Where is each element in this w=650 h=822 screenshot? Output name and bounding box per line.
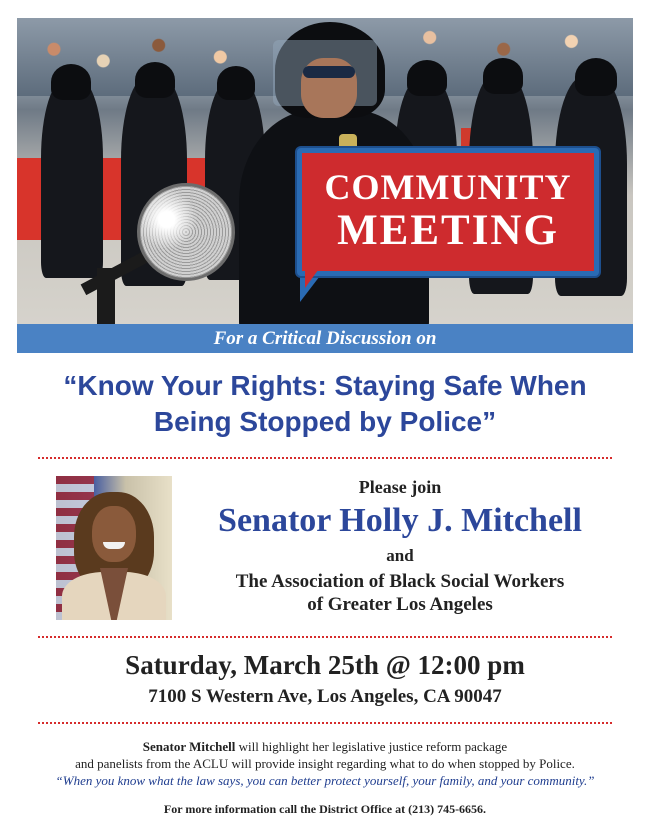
officer-helmet — [51, 64, 91, 100]
and-text: and — [386, 546, 414, 565]
description-rest: will highlight her legislative justice reform package — [235, 739, 508, 754]
divider — [38, 722, 612, 724]
contact-info: For more information call the District Office at (213) 745-6656. — [163, 802, 487, 816]
officer-helmet — [575, 58, 617, 96]
description-bold-name: Senator Mitchell — [142, 739, 236, 754]
association-name — [180, 570, 620, 616]
portrait-face — [92, 506, 136, 562]
event-datetime: Saturday, March 25th @ 12:00 pm — [125, 650, 525, 680]
officer-figure — [41, 78, 103, 278]
divider — [38, 636, 612, 638]
officer-helmet — [217, 66, 255, 100]
description-line-2: and panelists from the ACLU will provide insight regarding what to do when stopped by Police. — [75, 756, 575, 771]
officer-helmet — [135, 62, 175, 98]
quote-text: “When you know what the law says, you can better protect yourself, your family, and your community.” — [55, 773, 595, 788]
community-meeting-bubble — [297, 148, 599, 276]
association-line-1: The Association of Black Social Workers — [235, 571, 565, 592]
description-line-1 — [17, 738, 633, 755]
mic-stand-base — [97, 268, 115, 324]
title-line-1: “Know Your Rights: Staying Safe When — [63, 370, 587, 401]
event-address: 7100 S Western Ave, Los Angeles, CA 90047 — [148, 686, 502, 707]
portrait-smile — [103, 542, 125, 549]
officer-helmet — [407, 60, 447, 96]
divider — [38, 457, 612, 459]
please-join: Please join — [358, 477, 442, 497]
discussion-band: For a Critical Discussion on — [17, 324, 633, 353]
bubble-line-meeting: MEETING — [337, 207, 559, 254]
officer-helmet — [483, 58, 523, 94]
title-line-2: Being Stopped by Police” — [153, 406, 497, 437]
senator-portrait — [56, 476, 172, 620]
bubble-tail-inner — [305, 266, 321, 288]
association-line-2: of Greater Los Angeles — [307, 594, 493, 615]
event-description — [17, 738, 633, 772]
sunglasses — [303, 66, 355, 78]
bubble-line-community: COMMUNITY — [324, 167, 572, 207]
event-title — [17, 368, 633, 440]
senator-name: Senator Holly J. Mitchell — [218, 502, 582, 539]
